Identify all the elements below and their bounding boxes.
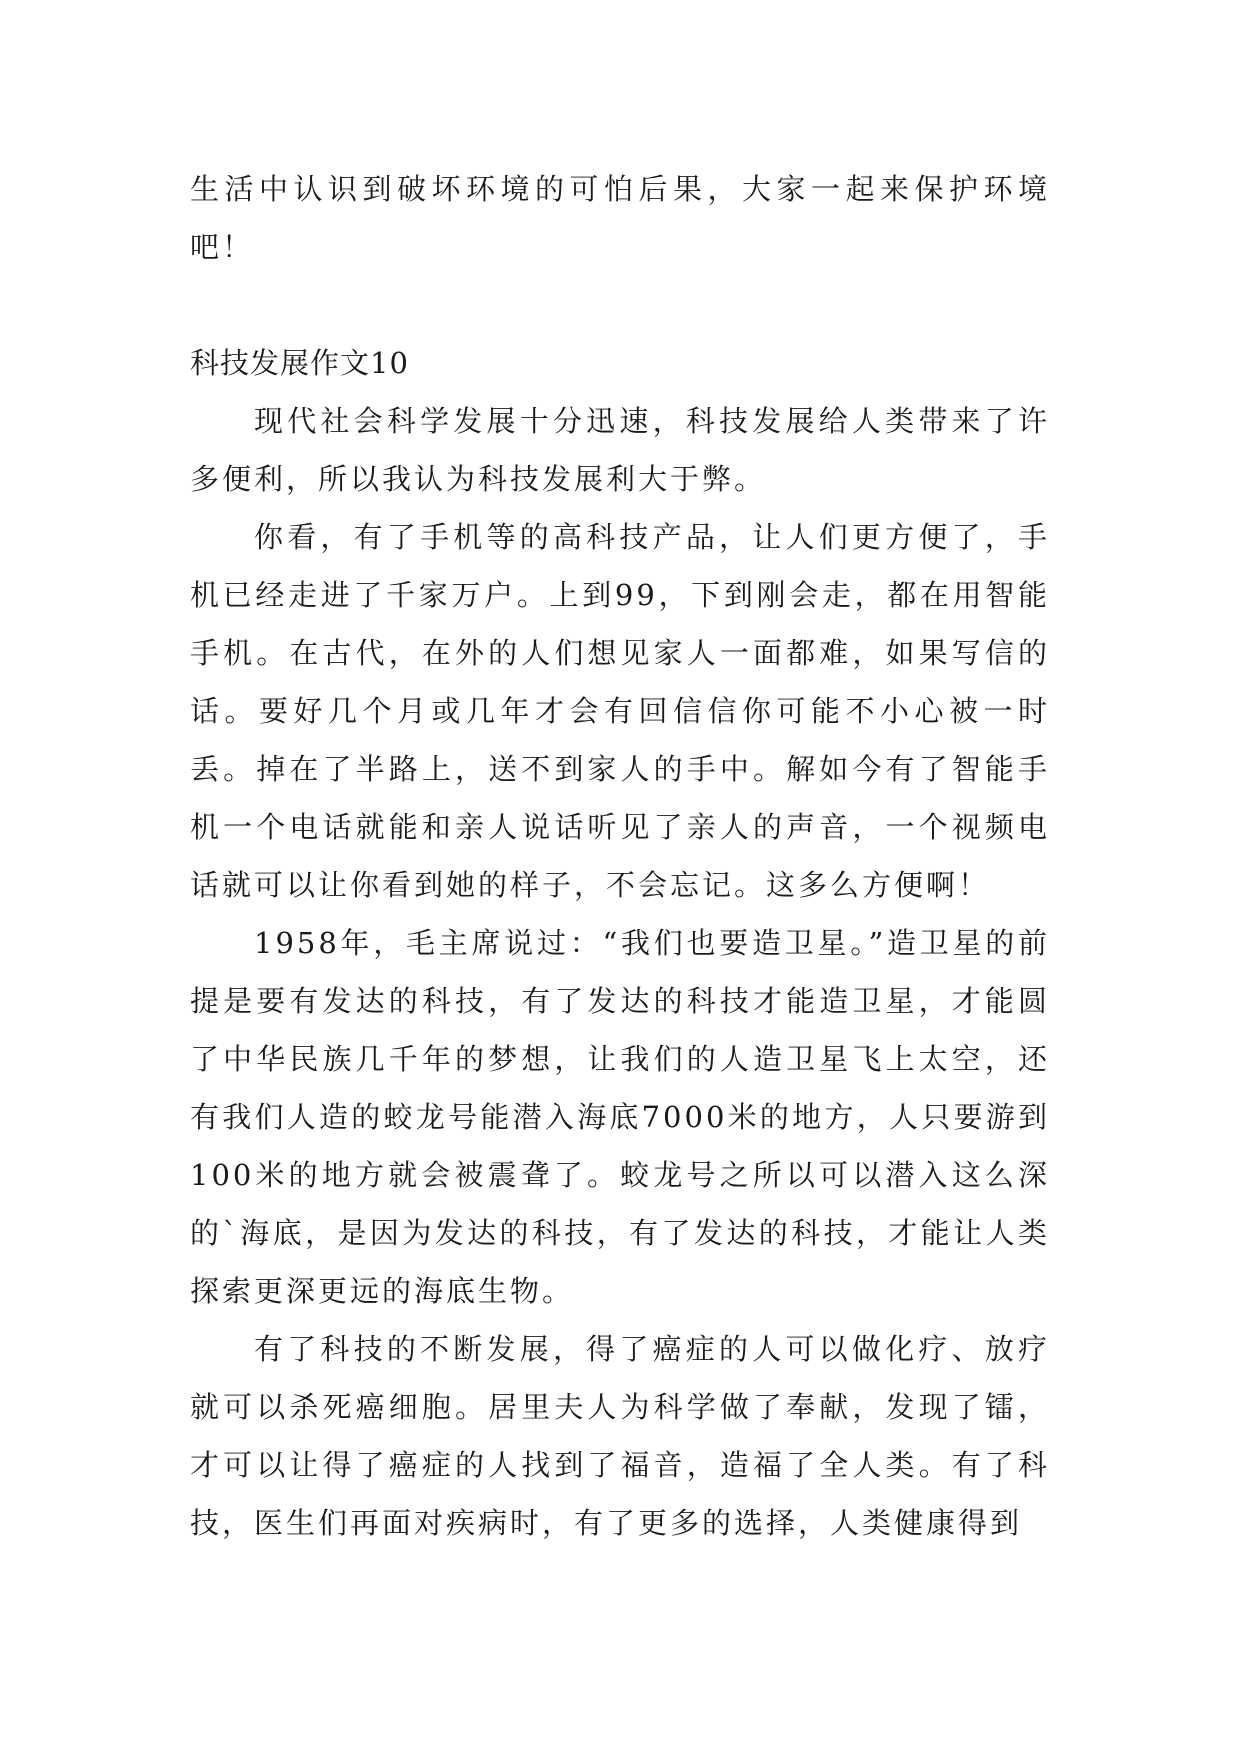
document-body (190, 160, 1050, 1552)
paragraph-2: 你看，有了手机等的高科技产品，让人们更方便了，手机已经走进了千家万户。上到99，下到刚会走，都在用智能手机。在古代，在外的人们想见家人一面都难，如果写信的话。要好几个月或几年才会有回信信你可能不小心被一时丢。掉在了半路上，送不到家人的手中。解如今有了智能手机一个电话就能和亲人说话听见了亲人的声音，一个视频电话就可以让你看到她的样子，不会忘记。这多么方便啊！ (190, 520, 1050, 902)
intro-paragraph: 生活中认识到破坏环境的可怕后果，大家一起来保护环境吧！ (190, 172, 1050, 264)
paragraph-3: 1958年，毛主席说过：“我们也要造卫星。”造卫星的前提是要有发达的科技，有了发达的科技才能造卫星，才能圆了中华民族几千年的梦想，让我们的人造卫星飞上太空，还有我们人造的蛟龙号能潜入海底7000米的地方，人只要游到100米的地方就会被震聋了。蛟龙号之所以可以潜入这么深的`海底，是因为发达的科技，有了发达的科技，才能让人类探索更深更远的海底生物。 (190, 926, 1050, 1308)
section-spacer (190, 276, 1050, 334)
paragraph-1: 现代社会科学发展十分迅速，科技发展给人类带来了许多便利，所以我认为科技发展利大于弊。 (190, 404, 1050, 496)
section-title: 科技发展作文10 (190, 346, 409, 380)
paragraph-4: 有了科技的不断发展，得了癌症的人可以做化疗、放疗就可以杀死癌细胞。居里夫人为科学做了奉献，发现了镭，才可以让得了癌症的人找到了福音，造福了全人类。有了科技，医生们再面对疾病时，有了更多的选择，人类健康得到 (190, 1332, 1050, 1540)
